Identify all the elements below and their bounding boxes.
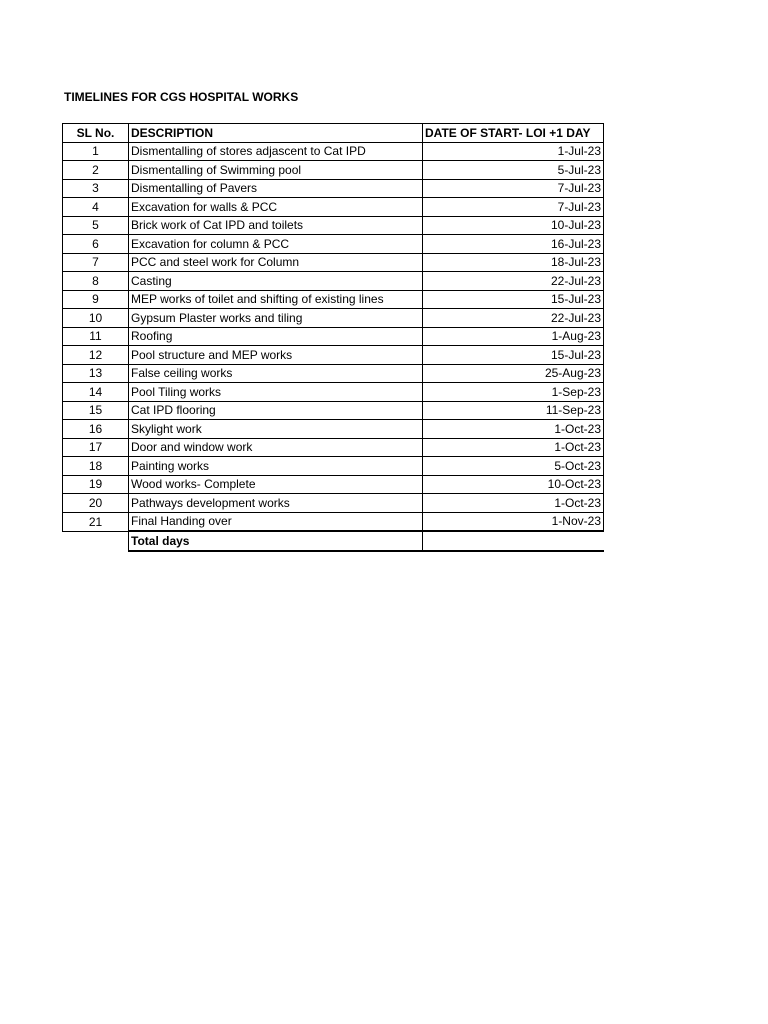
cell-start-date: 7-Jul-23 [423, 198, 604, 217]
cell-start-date: 16-Jul-23 [423, 235, 604, 254]
cell-start-date: 1-Oct-23 [423, 420, 604, 439]
document-title: TIMELINES FOR CGS HOSPITAL WORKS [64, 90, 299, 104]
cell-description: Excavation for column & PCC [129, 235, 423, 254]
table-row [63, 327, 604, 346]
table-row [63, 364, 604, 383]
cell-sl-no: 11 [63, 327, 129, 346]
cell-description: Final Handing over [129, 512, 423, 531]
table-row [63, 198, 604, 217]
cell-start-date: 25-Aug-23 [423, 364, 604, 383]
cell-description: Roofing [129, 327, 423, 346]
table-row [63, 253, 604, 272]
cell-description: Gypsum Plaster works and tiling [129, 309, 423, 328]
cell-start-date: 1-Jul-23 [423, 142, 604, 161]
cell-description: Door and window work [129, 438, 423, 457]
cell-description: Pool Tiling works [129, 383, 423, 402]
table-row [63, 346, 604, 365]
total-days-value [423, 531, 604, 551]
cell-sl-no: 13 [63, 364, 129, 383]
total-days-label: Total days [129, 531, 423, 551]
table-row [63, 383, 604, 402]
cell-description: Dismentalling of Swimming pool [129, 161, 423, 180]
cell-start-date: 18-Jul-23 [423, 253, 604, 272]
cell-start-date: 1-Aug-23 [423, 327, 604, 346]
cell-sl-no: 14 [63, 383, 129, 402]
table-row [63, 161, 604, 180]
cell-sl-no: 5 [63, 216, 129, 235]
cell-description: Wood works- Complete [129, 475, 423, 494]
cell-sl-no: 4 [63, 198, 129, 217]
timeline-table [62, 123, 604, 552]
cell-description: PCC and steel work for Column [129, 253, 423, 272]
cell-start-date: 10-Oct-23 [423, 475, 604, 494]
table-row [63, 309, 604, 328]
cell-start-date: 1-Nov-23 [423, 512, 604, 531]
table-row [63, 494, 604, 513]
cell-description: Pathways development works [129, 494, 423, 513]
header-row [63, 124, 604, 143]
cell-sl-no: 20 [63, 494, 129, 513]
cell-start-date: 11-Sep-23 [423, 401, 604, 420]
cell-sl-no: 10 [63, 309, 129, 328]
cell-start-date: 15-Jul-23 [423, 346, 604, 365]
table-row [63, 457, 604, 476]
cell-sl-no: 19 [63, 475, 129, 494]
total-row [63, 531, 604, 551]
cell-sl-no: 17 [63, 438, 129, 457]
table-row [63, 235, 604, 254]
cell-sl-no: 15 [63, 401, 129, 420]
table-row [63, 272, 604, 291]
cell-description: Cat IPD flooring [129, 401, 423, 420]
table-row [63, 290, 604, 309]
cell-description: Dismentalling of stores adjascent to Cat IPD [129, 142, 423, 161]
cell-sl-no: 21 [63, 512, 129, 531]
cell-start-date: 7-Jul-23 [423, 179, 604, 198]
cell-sl-no: 8 [63, 272, 129, 291]
cell-start-date: 15-Jul-23 [423, 290, 604, 309]
cell-description: Excavation for walls & PCC [129, 198, 423, 217]
cell-start-date: 1-Oct-23 [423, 494, 604, 513]
header-date-of-start: DATE OF START- LOI +1 DAY [423, 124, 604, 143]
cell-sl-no: 7 [63, 253, 129, 272]
cell-sl-no: 18 [63, 457, 129, 476]
table-row [63, 475, 604, 494]
cell-description: Dismentalling of Pavers [129, 179, 423, 198]
table-row [63, 438, 604, 457]
cell-start-date: 22-Jul-23 [423, 309, 604, 328]
header-sl-no: SL No. [63, 124, 129, 143]
table-row [63, 179, 604, 198]
table-row [63, 512, 604, 531]
table-row [63, 420, 604, 439]
table-body [63, 142, 604, 531]
cell-description: MEP works of toilet and shifting of existing lines [129, 290, 423, 309]
cell-start-date: 22-Jul-23 [423, 272, 604, 291]
cell-description: Casting [129, 272, 423, 291]
cell-start-date: 5-Jul-23 [423, 161, 604, 180]
cell-sl-no: 16 [63, 420, 129, 439]
cell-start-date: 10-Jul-23 [423, 216, 604, 235]
cell-description: Brick work of Cat IPD and toilets [129, 216, 423, 235]
cell-description: Pool structure and MEP works [129, 346, 423, 365]
cell-description: False ceiling works [129, 364, 423, 383]
cell-description: Painting works [129, 457, 423, 476]
total-row-empty-cell [63, 531, 129, 551]
cell-start-date: 1-Oct-23 [423, 438, 604, 457]
cell-description: Skylight work [129, 420, 423, 439]
cell-start-date: 1-Sep-23 [423, 383, 604, 402]
cell-sl-no: 1 [63, 142, 129, 161]
cell-sl-no: 12 [63, 346, 129, 365]
cell-start-date: 5-Oct-23 [423, 457, 604, 476]
cell-sl-no: 3 [63, 179, 129, 198]
cell-sl-no: 9 [63, 290, 129, 309]
cell-sl-no: 2 [63, 161, 129, 180]
header-description: DESCRIPTION [129, 124, 423, 143]
table-row [63, 142, 604, 161]
table-row [63, 401, 604, 420]
table-row [63, 216, 604, 235]
cell-sl-no: 6 [63, 235, 129, 254]
